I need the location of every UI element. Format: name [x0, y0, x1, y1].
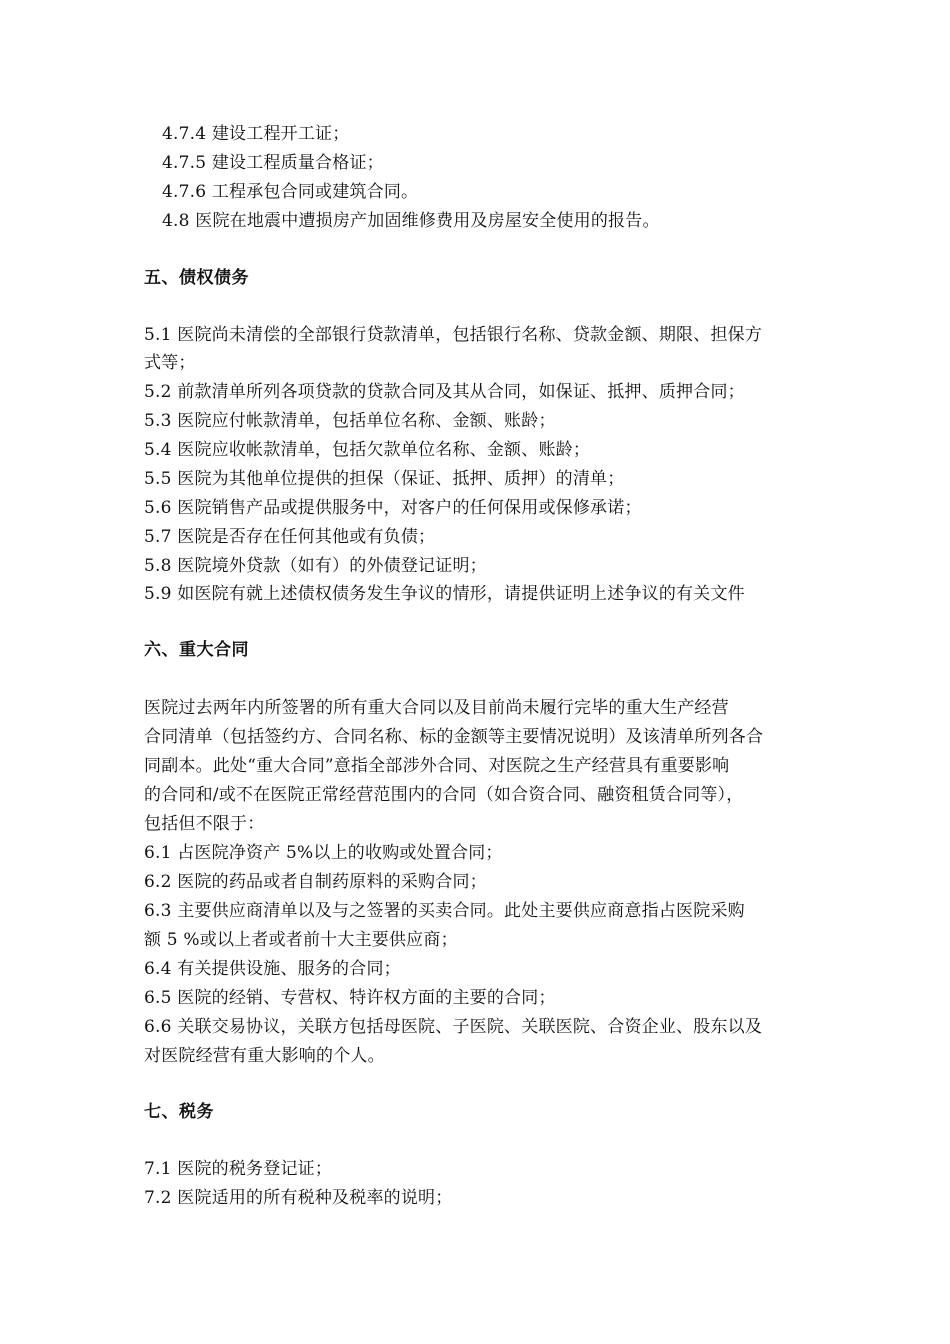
item-6-1: 6.1 占医院净资产 5%以上的收购或处置合同；: [144, 843, 503, 863]
item-5-2: 5.2 前款清单所列各项贷款的贷款合同及其从合同，如保证、抵押、质押合同；: [144, 382, 745, 402]
item-5-1-line2: 式等；: [144, 353, 196, 373]
item-6-6-line2: 对医院经营有重大影响的个人。: [144, 1046, 385, 1066]
item-6-4: 6.4 有关提供设施、服务的合同；: [144, 959, 401, 979]
item-7-1: 7.1 医院的税务登记证；: [144, 1159, 333, 1179]
item-5-5: 5.5 医院为其他单位提供的担保（保证、抵押、质押）的清单；: [144, 469, 625, 489]
item-5-3: 5.3 医院应付帐款清单，包括单位名称、金额、账龄；: [144, 411, 556, 431]
item-6-6-line1: 6.6 关联交易协议，关联方包括母医院、子医院、关联医院、合资企业、股东以及: [144, 1017, 763, 1037]
item-5-4: 5.4 医院应收帐款清单，包括欠款单位名称、金额、账龄；: [144, 440, 591, 460]
section-heading-major-contracts: 六、重大合同: [144, 640, 249, 660]
section6-intro-line4: 的合同和/或不在医院正常经营范围内的合同（如合资合同、融资租赁合同等），: [144, 785, 744, 805]
item-6-3-line2: 额 5 %或以上者或者前十大主要供应商；: [144, 930, 458, 950]
item-5-1-line1: 5.1 医院尚未清偿的全部银行贷款清单，包括银行名称、贷款金额、期限、担保方: [144, 325, 763, 345]
section-heading-debts: 五、债权债务: [144, 268, 249, 288]
item-6-2: 6.2 医院的药品或者自制药原料的采购合同；: [144, 872, 487, 892]
section6-intro-line2: 合同清单（包括签约方、合同名称、标的金额等主要情况说明）及该清单所列各合: [144, 727, 764, 747]
item-6-3-line1: 6.3 主要供应商清单以及与之签署的买卖合同。此处主要供应商意指占医院采购: [144, 901, 745, 921]
item-4-7-5: 4.7.5 建设工程质量合格证；: [162, 153, 384, 173]
item-5-8: 5.8 医院境外贷款（如有）的外债登记证明；: [144, 556, 487, 576]
item-5-7: 5.7 医院是否存在任何其他或有负债；: [144, 527, 436, 547]
item-4-7-6: 4.7.6 工程承包合同或建筑合同。: [162, 182, 419, 202]
section-heading-tax: 七、税务: [144, 1102, 214, 1122]
section6-intro-line5: 包括但不限于：: [144, 814, 265, 834]
section6-intro-line3: 同副本。此处“重大合同”意指全部涉外合同、对医院之生产经营具有重要影响: [144, 756, 730, 776]
item-6-5: 6.5 医院的经销、专营权、特许权方面的主要的合同；: [144, 988, 556, 1008]
item-4-7-4: 4.7.4 建设工程开工证；: [162, 124, 350, 144]
item-5-9: 5.9 如医院有就上述债权债务发生争议的情形，请提供证明上述争议的有关文件: [144, 584, 745, 604]
item-7-2: 7.2 医院适用的所有税种及税率的说明；: [144, 1188, 453, 1208]
section6-intro-line1: 医院过去两年内所签署的所有重大合同以及目前尚未履行完毕的重大生产经营: [144, 698, 729, 718]
item-4-8: 4.8 医院在地震中遭损房产加固维修费用及房屋安全使用的报告。: [162, 211, 660, 231]
item-5-6: 5.6 医院销售产品或提供服务中，对客户的任何保用或保修承诺；: [144, 498, 642, 518]
